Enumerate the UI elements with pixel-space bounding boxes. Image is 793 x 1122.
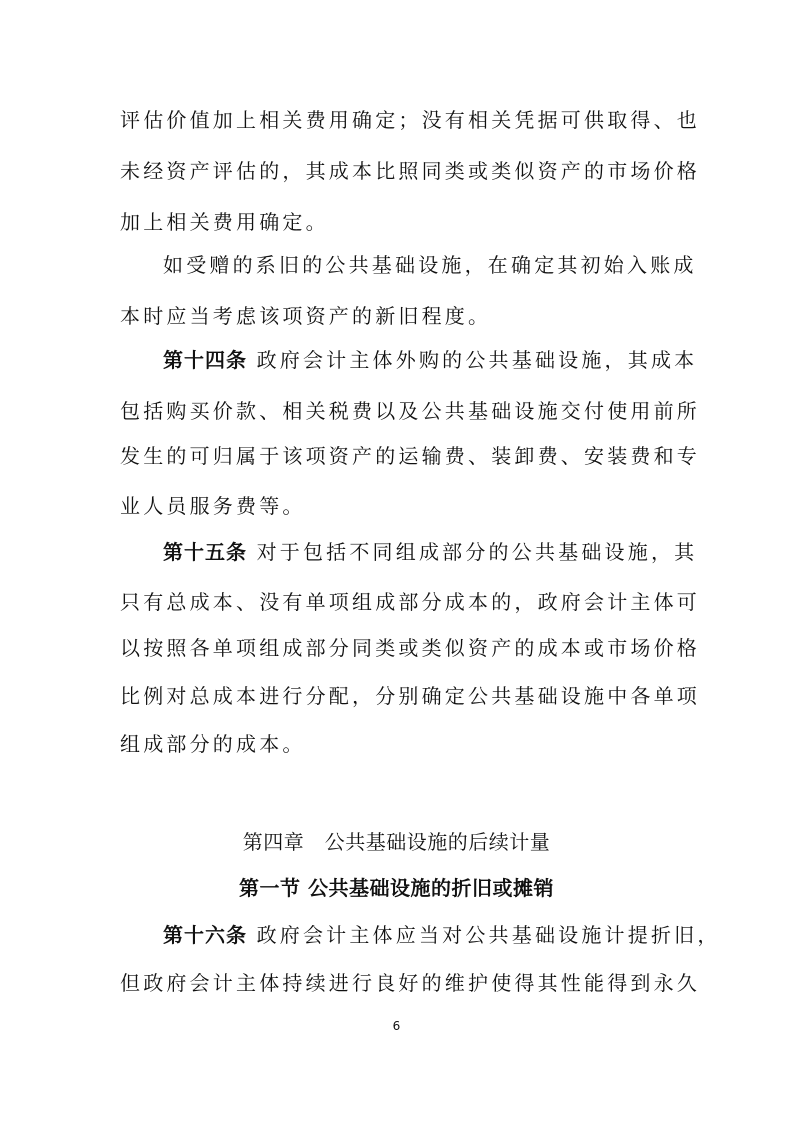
line-text: 业人员服务费等。 [120,494,306,518]
line-text: 政府会计主体外购的公共基础设施，其成本 [256,348,698,372]
chapter-title: 第四章 公共基础设施的后续计量 [242,830,551,854]
text-line [0,396,793,426]
text-line [0,105,793,135]
text-line [0,681,793,711]
text-line [0,441,793,471]
line-text: 以按照各单项组成部分同类或类似资产的成本或市场价格 [120,636,700,660]
line-text: 政府会计主体应当对公共基础设施计提折旧， [256,923,721,947]
line-text: 但政府会计主体持续进行良好的维护使得其性能得到永久 [120,971,700,995]
line-text: 比例对总成本进行分配，分别确定公共基础设施中各单项 [120,684,700,708]
page-number: 6 [392,1019,401,1033]
text-line [0,345,793,375]
text-line [0,968,793,998]
line-text: 包括购买价款、相关税费以及公共基础设施交付使用前所 [120,399,700,423]
article-16-label: 第十六条 [163,923,247,947]
line-text: 如受赠的系旧的公共基础设施，在确定其初始入账成 [163,253,697,277]
line-text: 未经资产评估的，其成本比照同类或类似资产的市场价格 [120,159,700,183]
text-line [0,301,793,331]
text-line [0,633,793,663]
text-line [0,920,793,950]
text-line [0,587,793,617]
line-text: 对于包括不同组成部分的公共基础设施，其 [256,540,698,564]
text-line [0,729,793,759]
text-line [0,207,793,237]
line-text: 加上相关费用确定。 [120,210,329,234]
article-15-label: 第十五条 [163,540,247,564]
line-text: 本时应当考虑该项资产的新旧程度。 [120,304,492,328]
article-14-label: 第十四条 [163,348,247,372]
line-text: 只有总成本、没有单项组成部分成本的，政府会计主体可 [120,590,700,614]
line-text: 评估价值加上相关费用确定；没有相关凭据可供取得、也 [120,108,700,132]
line-text: 组成部分的成本。 [120,732,306,756]
text-line [0,537,793,567]
text-line [0,156,793,186]
text-line [0,491,793,521]
text-line [0,250,793,280]
section-title: 第一节 公共基础设施的折旧或摊销 [239,876,554,900]
line-text: 发生的可归属于该项资产的运输费、装卸费、安装费和专 [120,444,700,468]
